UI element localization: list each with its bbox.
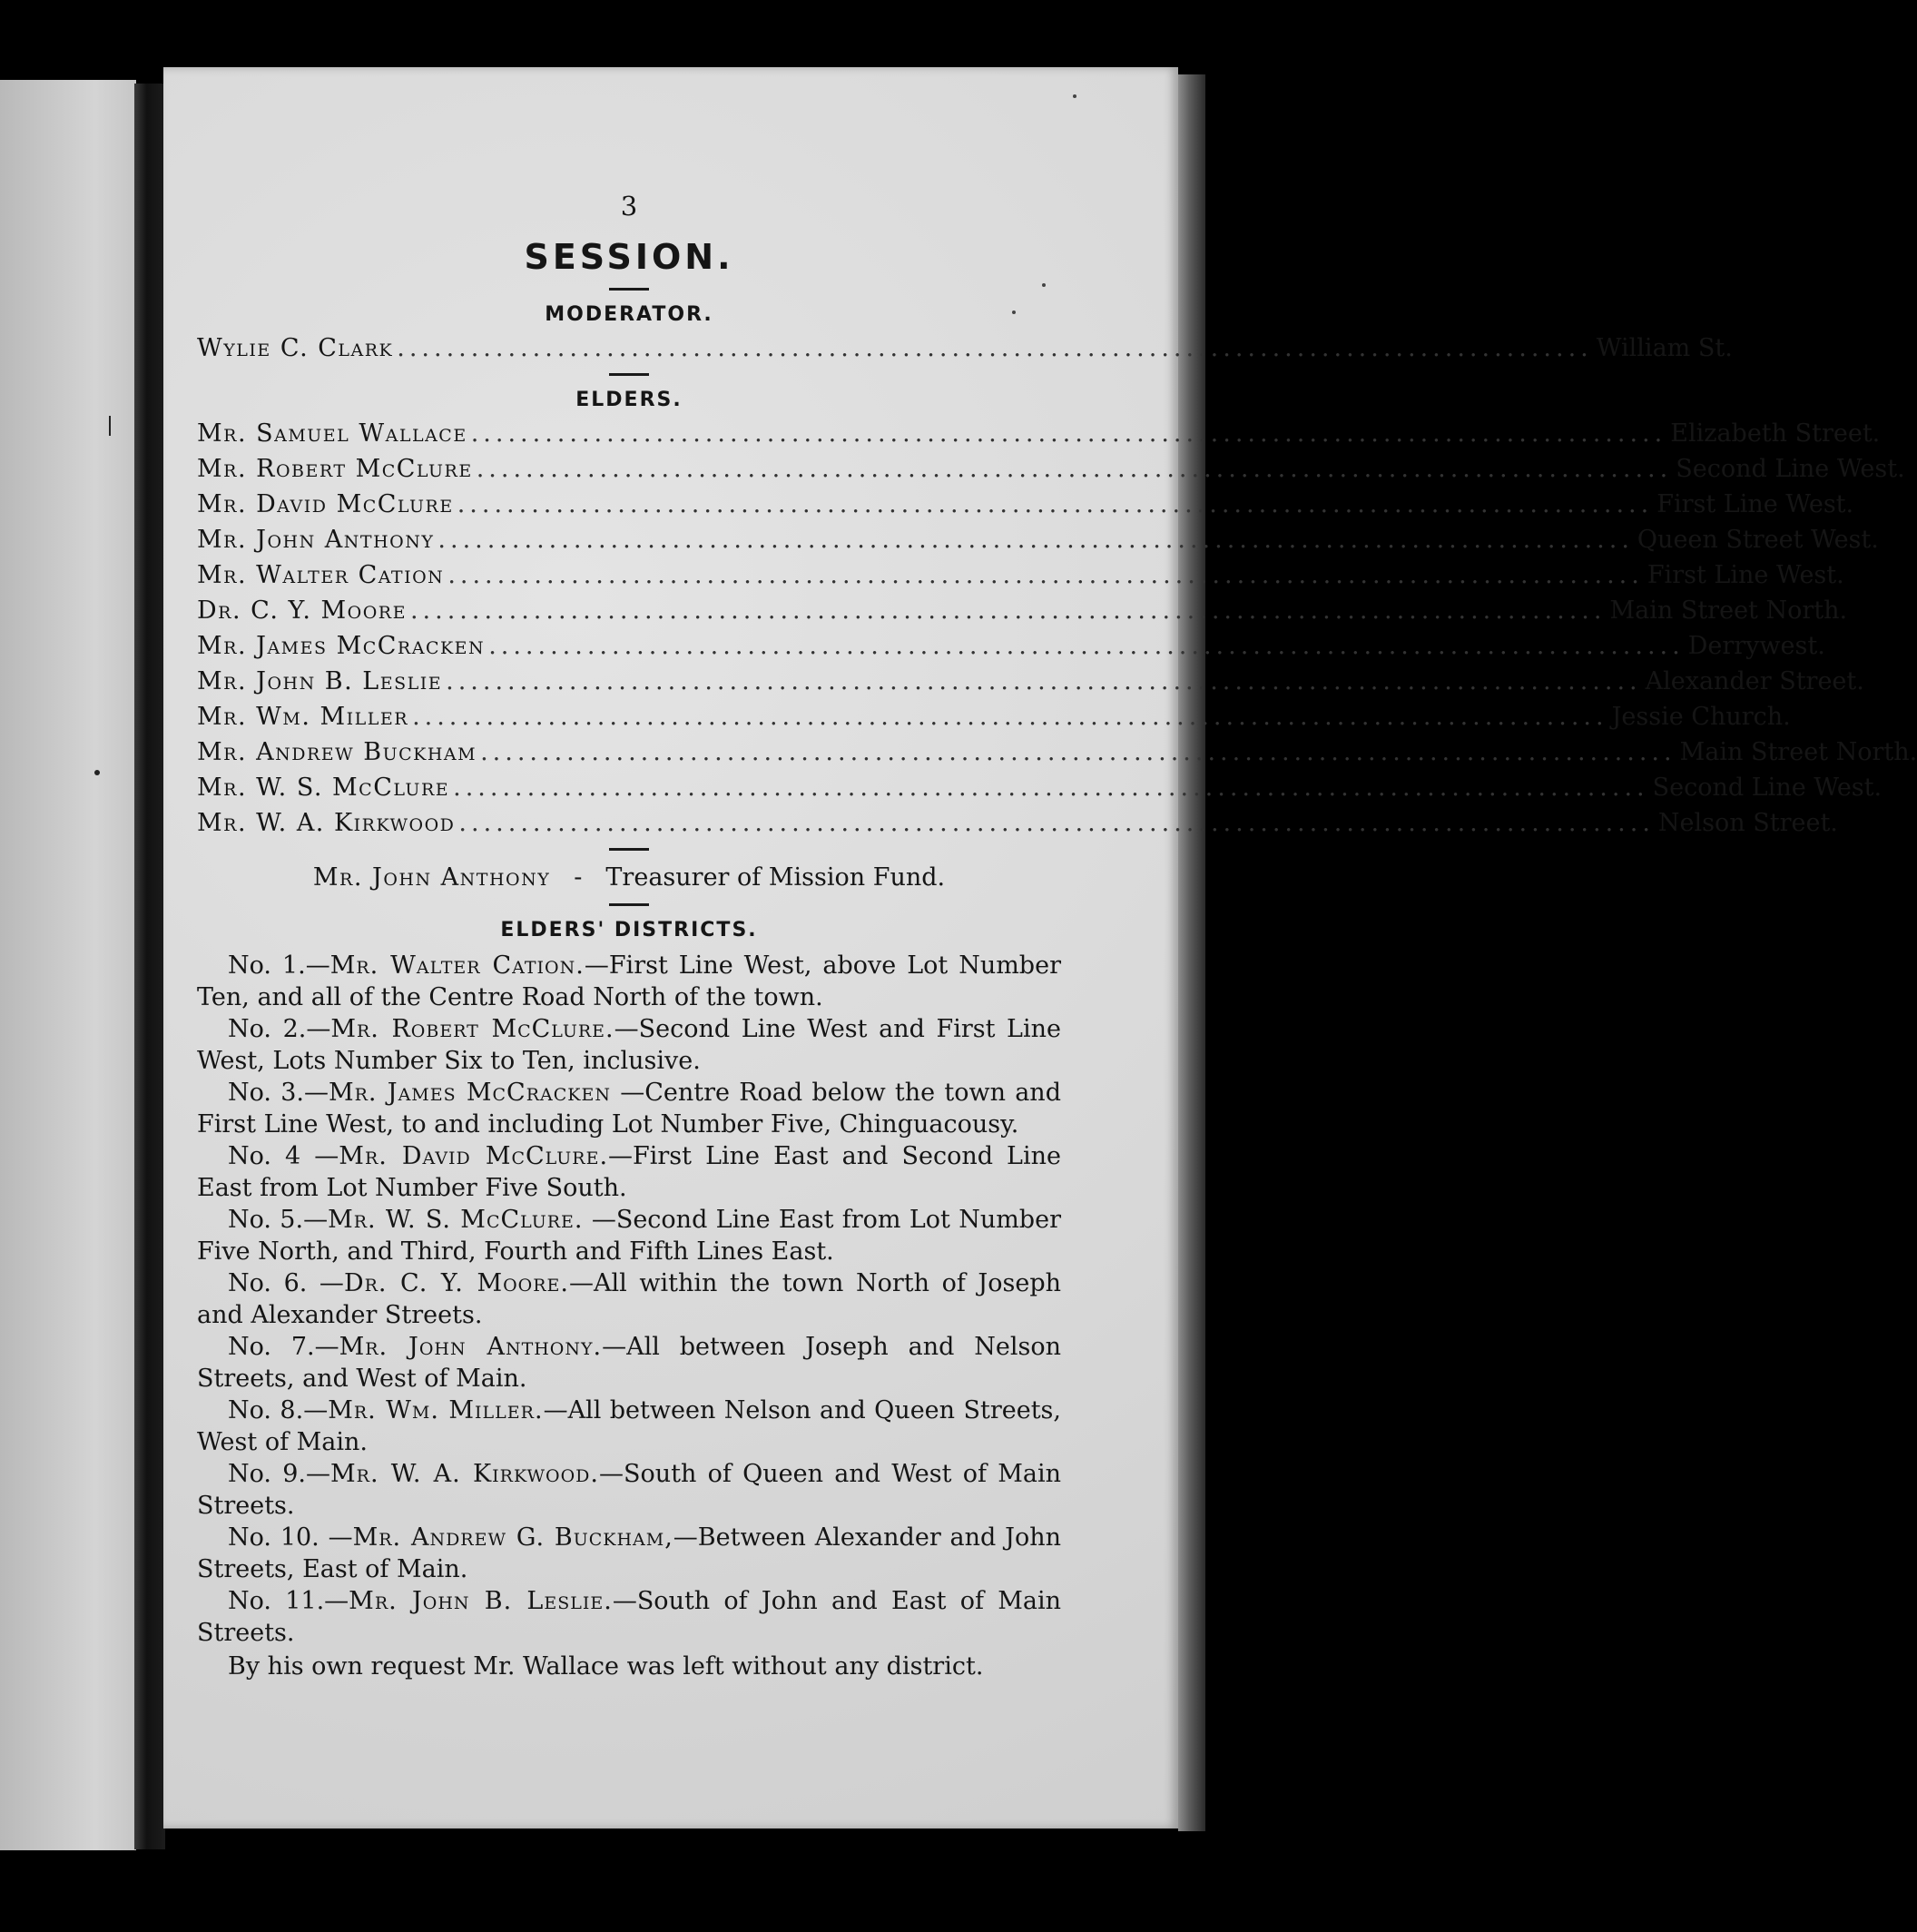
treasurer-line	[197, 860, 1061, 896]
page-content	[197, 186, 1917, 1708]
dot-leader: .................................................................................................	[476, 455, 1673, 483]
treasurer-name: Mr. John Anthony	[312, 863, 551, 892]
moderator-name: Wylie C. Clark	[197, 334, 394, 362]
elder-place: Second Line West.	[1676, 455, 1905, 483]
district-entry	[197, 1077, 1061, 1140]
dot-leader: .................................................................................................	[470, 419, 1667, 448]
dot-leader: .................................................................................................	[453, 774, 1649, 802]
book-gutter	[134, 84, 165, 1849]
elder-name: Mr. John B. Leslie	[197, 667, 443, 695]
district-elder: Dr. C. Y. Moore.	[343, 1269, 569, 1297]
divider	[609, 288, 649, 291]
district-entry	[197, 1267, 1061, 1331]
district-entry	[197, 1331, 1061, 1395]
district-elder: Mr. W. S. McClure.	[328, 1206, 584, 1234]
district-entry	[197, 1204, 1061, 1267]
dot-leader: .................................................................................................	[458, 809, 1655, 837]
elder-name: Mr. Wm. Miller	[197, 703, 409, 731]
facing-page	[0, 80, 136, 1850]
district-number: No. 8.—	[228, 1396, 329, 1424]
elder-place: Second Line West.	[1652, 774, 1883, 802]
district-entry	[197, 1013, 1061, 1077]
treasurer-role: Treasurer of Mission Fund.	[605, 863, 946, 892]
district-elder: Mr. David McClure.	[339, 1142, 609, 1170]
dot-leader: .................................................................................................	[447, 561, 1644, 589]
dot-leader: .................................................................................................	[480, 738, 1676, 766]
dot-leader: .................................................................................................	[412, 703, 1608, 731]
closing-note: By his own request Mr. Wallace was left without any district.	[228, 1652, 984, 1681]
paper-speck	[1073, 94, 1076, 98]
elder-row	[197, 522, 1879, 557]
elder-row	[197, 416, 1881, 451]
district-description: —First Line East and Second Line East from Lot Number Five South.	[197, 1142, 1061, 1202]
elder-name: Mr. W. A. Kirkwood	[197, 809, 456, 837]
elder-name: Dr. C. Y. Moore	[197, 596, 407, 625]
district-description: —First Line West, above Lot Number Ten, and all of the Centre Road North of the town.	[197, 951, 1061, 1011]
elder-row	[197, 734, 1917, 770]
district-entry	[197, 950, 1061, 1013]
district-description: —All between Joseph and Nelson Streets, and West of Main.	[197, 1333, 1061, 1393]
district-entry	[197, 1585, 1061, 1649]
elder-name: Mr. W. S. McClure	[197, 774, 450, 802]
district-description: —South of John and East of Main Streets.	[197, 1587, 1061, 1647]
elder-row	[197, 593, 1848, 628]
page-title: SESSION.	[524, 237, 734, 277]
elder-place: First Line West.	[1656, 490, 1854, 518]
district-description: —Centre Road below the town and First Line West, to and including Lot Number Five, Chinguacousy.	[197, 1079, 1061, 1138]
district-elder: Mr. Wm. Miller.	[328, 1396, 544, 1424]
district-entry	[197, 1140, 1061, 1204]
district-elder: Mr. Andrew G. Buckham,	[352, 1523, 673, 1552]
districts-heading: ELDERS' DISTRICTS.	[500, 919, 758, 941]
divider	[609, 848, 649, 851]
district-entry	[197, 1522, 1061, 1585]
moderator-place: William St.	[1596, 334, 1733, 362]
elder-name: Mr. Samuel Wallace	[197, 419, 467, 448]
district-number: No. 1.—	[228, 951, 330, 980]
divider	[609, 903, 649, 906]
elders-heading: ELDERS.	[575, 389, 683, 411]
moderator-row	[197, 330, 1733, 366]
elder-name: Mr. Andrew Buckham	[197, 738, 477, 766]
elder-place: Main Street North.	[1609, 596, 1848, 625]
divider	[609, 373, 649, 376]
elder-name: Mr. Robert McClure	[197, 455, 473, 483]
moderator-heading: MODERATOR.	[545, 303, 713, 326]
district-description: —Second Line East from Lot Number Five North, and Third, Fourth and Fifth Lines East.	[197, 1206, 1061, 1266]
district-elder: Mr. James McCracken	[328, 1079, 611, 1107]
elder-row	[197, 770, 1883, 805]
dot-leader: .................................................................................................	[488, 632, 1685, 660]
district-entry	[197, 1458, 1061, 1522]
district-entry	[197, 1395, 1061, 1458]
elder-row	[197, 805, 1838, 841]
district-elder: Mr. Walter Cation.	[329, 951, 585, 980]
elder-row	[197, 487, 1854, 522]
district-number: No. 3.—	[228, 1079, 329, 1107]
district-number: No. 4 —	[228, 1142, 339, 1170]
elder-place: Nelson Street.	[1657, 809, 1838, 837]
district-number: No. 7.—	[228, 1333, 339, 1361]
district-description: —Between Alexander and John Streets, East of Main.	[197, 1523, 1062, 1583]
district-description: —All within the town North of Joseph and Alexander Streets.	[197, 1269, 1061, 1329]
facing-page-speck	[94, 770, 100, 775]
elder-place: Jessie Church.	[1611, 703, 1791, 731]
elder-row	[197, 628, 1825, 664]
page-number: 3	[620, 191, 638, 222]
elder-row	[197, 451, 1905, 487]
dot-leader: .................................................................................................	[397, 334, 1593, 362]
district-number: No. 5.—	[228, 1206, 329, 1234]
district-description: —Second Line West and First Line West, Lots Number Six to Ten, inclusive.	[197, 1015, 1061, 1075]
elder-place: Queen Street West.	[1637, 526, 1879, 554]
dot-leader: .................................................................................................	[437, 526, 1634, 554]
dot-leader: .................................................................................................	[409, 596, 1607, 625]
dot-leader: .................................................................................................	[457, 490, 1654, 518]
districts-list	[197, 950, 1061, 1649]
elder-name: Mr. David McClure	[197, 490, 454, 518]
district-number: No. 10. —	[228, 1523, 353, 1552]
district-elder: Mr. John B. Leslie.	[349, 1587, 613, 1615]
elder-name: Mr. Walter Cation	[197, 561, 445, 589]
elders-list	[197, 416, 1917, 841]
elder-name: Mr. John Anthony	[197, 526, 435, 554]
elder-row	[197, 664, 1864, 699]
treasurer-dash: -	[574, 863, 583, 892]
district-number: No. 11.—	[228, 1587, 349, 1615]
elder-place: Elizabeth Street.	[1670, 419, 1881, 448]
elder-row	[197, 699, 1791, 734]
elder-name: Mr. James McCracken	[197, 632, 486, 660]
district-number: No. 9.—	[228, 1460, 330, 1488]
elder-place: First Line West.	[1647, 561, 1844, 589]
dot-leader: .................................................................................................	[446, 667, 1642, 695]
elder-row	[197, 557, 1844, 593]
elder-place: Alexander Street.	[1645, 667, 1864, 695]
district-elder: Mr. W. A. Kirkwood.	[330, 1460, 599, 1488]
district-number: No. 6. —	[228, 1269, 344, 1297]
district-elder: Mr. John Anthony.	[339, 1333, 603, 1361]
district-elder: Mr. Robert McClure.	[330, 1015, 614, 1043]
facing-page-mark	[109, 416, 111, 436]
district-number: No. 2.—	[228, 1015, 331, 1043]
elder-place: Main Street North.	[1679, 738, 1917, 766]
district-description: —All between Nelson and Queen Streets, West of Main.	[197, 1396, 1061, 1456]
district-description: —South of Queen and West of Main Streets.	[197, 1460, 1061, 1520]
elder-place: Derrywest.	[1687, 632, 1825, 660]
